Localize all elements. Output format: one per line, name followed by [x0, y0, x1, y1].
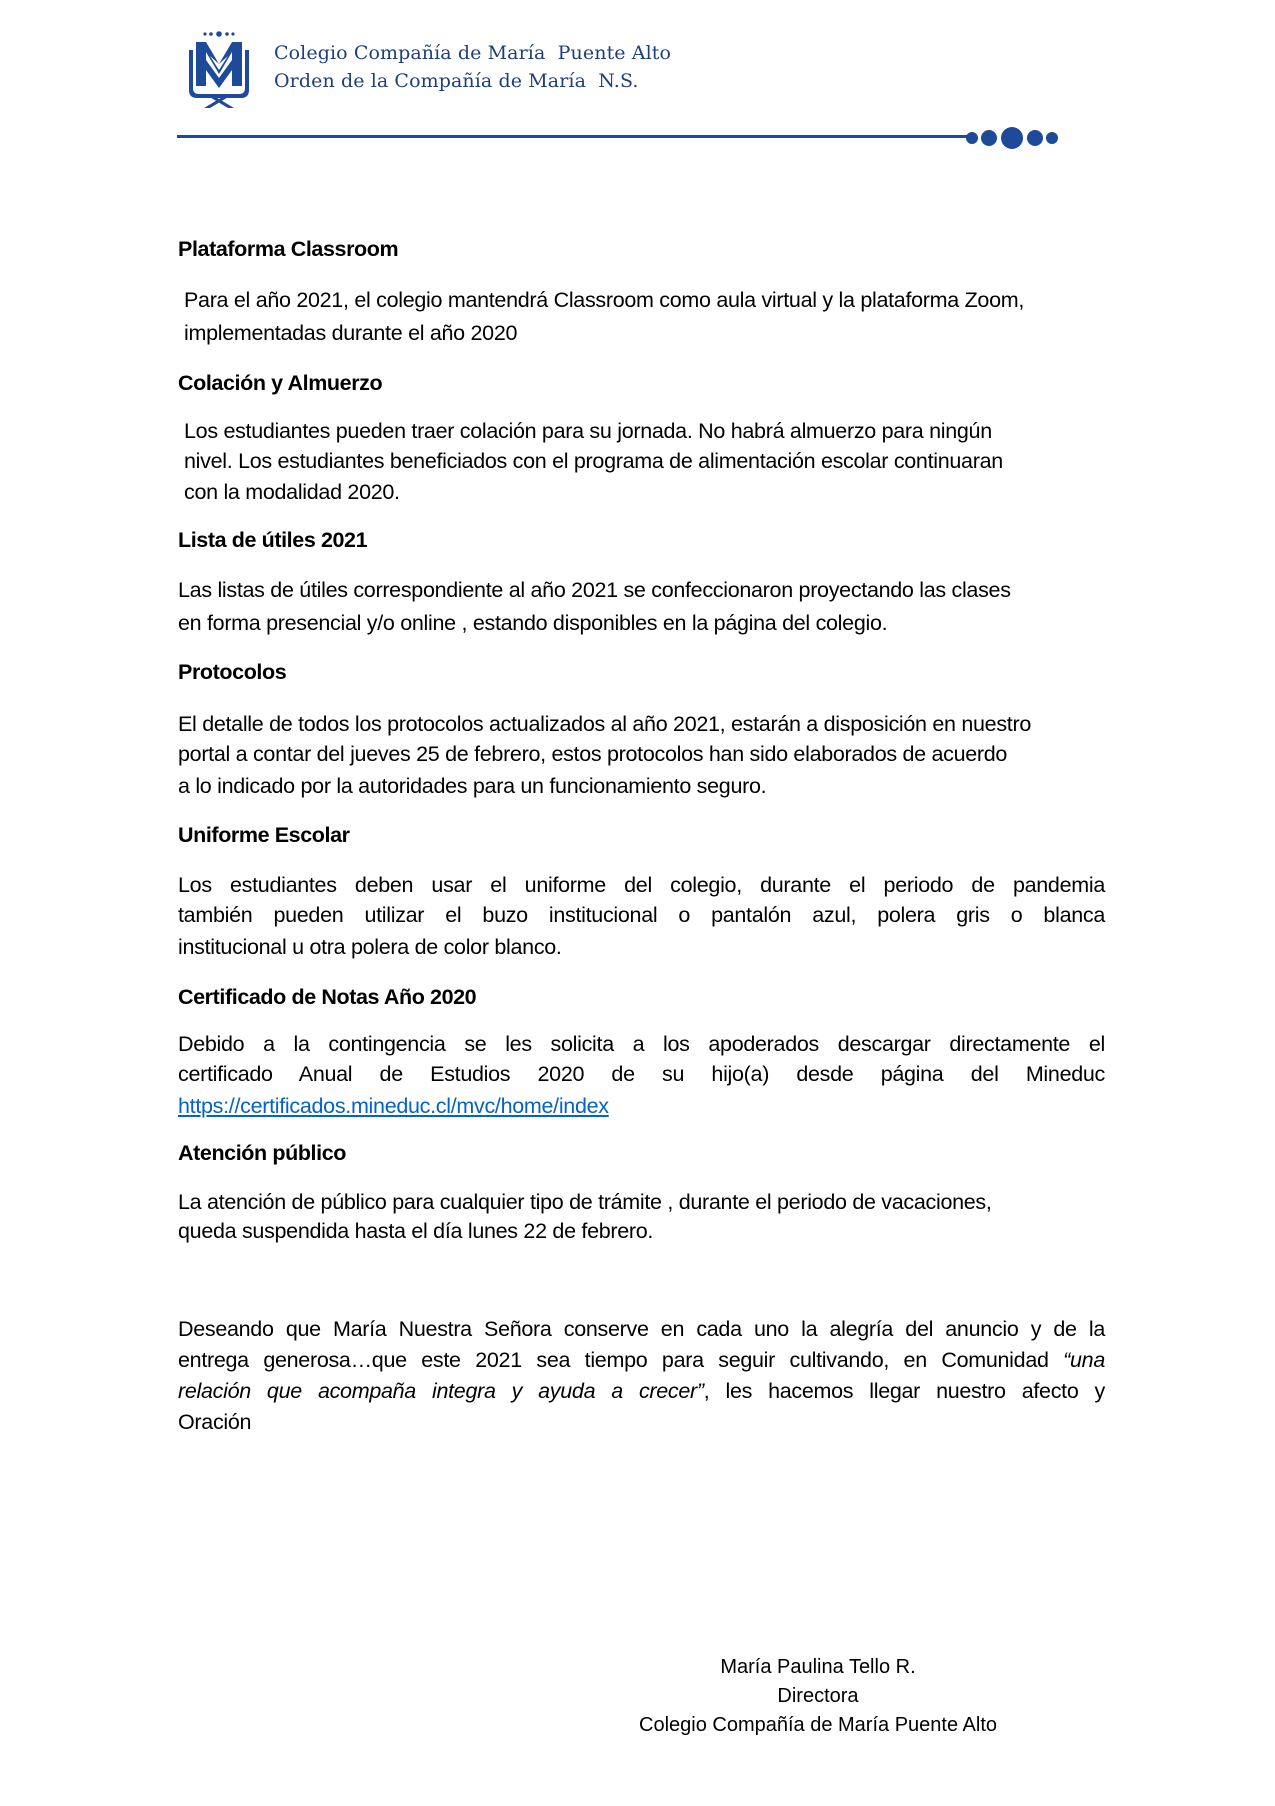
mineduc-certificate-link[interactable]: https://certificados.mineduc.cl/mvc/home/index [178, 1094, 609, 1118]
closing-quote: relación que acompaña integra y ayuda a crecer” [178, 1379, 704, 1403]
section-text-line: implementadas durante el año 2020 [184, 321, 518, 345]
section-text-line: Los estudiantes deben usar el uniforme del colegio, durante el periodo de pandemia [178, 873, 1105, 897]
header-dots-ornament-icon [966, 124, 1066, 152]
section-heading-classroom: Plataforma Classroom [178, 237, 399, 261]
closing-line: Deseando que María Nuestra Señora conserve en cada uno la alegría del anuncio y de la [178, 1317, 1105, 1341]
section-text-line: institucional u otra polera de color blanco. [178, 935, 562, 959]
closing-text: , les hacemos llegar nuestro afecto y [703, 1379, 1105, 1403]
school-crest-logo-icon [186, 30, 252, 108]
section-text-line: en forma presencial y/o online , estando disponibles en la página del colegio. [178, 611, 888, 635]
section-text-line: nivel. Los estudiantes beneficiados con el programa de alimentación escolar continuaran [184, 449, 1003, 473]
signature-title: Directora [777, 1685, 859, 1707]
closing-line: Oración [178, 1410, 252, 1434]
section-heading-colacion: Colación y Almuerzo [178, 371, 383, 395]
section-heading-atencion: Atención público [178, 1141, 346, 1165]
section-text-line: a lo indicado por la autoridades para un funcionamiento seguro. [178, 774, 767, 798]
link-line [178, 1093, 1105, 1119]
header-school-name: Colegio Compañía de María Puente Alto [274, 42, 672, 64]
closing-line [178, 1347, 1105, 1373]
section-text-line: Para el año 2021, el colegio mantendrá Classroom como aula virtual y la plataforma Zoom, [184, 288, 1025, 312]
section-text-line: portal a contar del jueves 25 de febrero, estos protocolos han sido elaborados de acuerdo [178, 742, 1008, 766]
section-text-line: certificado Anual de Estudios 2020 de su hijo(a) desde página del Mineduc [178, 1062, 1105, 1086]
section-text-line: con la modalidad 2020. [184, 480, 400, 504]
closing-text: entrega generosa…que este 2021 sea tiempo para seguir cultivando, en Comunidad [178, 1348, 1064, 1372]
section-text-line: también pueden utilizar el buzo institucional o pantalón azul, polera gris o blanca [178, 903, 1105, 927]
section-text-line: El detalle de todos los protocolos actualizados al año 2021, estarán a disposición en nuestro [178, 712, 1031, 736]
signature-name: María Paulina Tello R. [720, 1656, 916, 1678]
signature-institution: Colegio Compañía de María Puente Alto [639, 1714, 997, 1736]
section-text-line: Las listas de útiles correspondiente al año 2021 se confeccionaron proyectando las clases [178, 578, 1011, 602]
header-order-name: Orden de la Compañía de María N.S. [274, 70, 639, 92]
section-heading-utiles: Lista de útiles 2021 [178, 528, 368, 552]
closing-line [178, 1378, 1105, 1404]
closing-quote: “una [1063, 1348, 1105, 1372]
section-heading-certificado: Certificado de Notas Año 2020 [178, 985, 477, 1009]
section-heading-protocolos: Protocolos [178, 660, 287, 684]
section-text-line: queda suspendida hasta el día lunes 22 de febrero. [178, 1219, 654, 1243]
header-divider [177, 135, 972, 138]
section-text-line: Debido a la contingencia se les solicita a los apoderados descargar directamente el [178, 1032, 1105, 1056]
section-text-line: Los estudiantes pueden traer colación para su jornada. No habrá almuerzo para ningún [184, 419, 992, 443]
section-heading-uniforme: Uniforme Escolar [178, 823, 350, 847]
section-text-line: La atención de público para cualquier tipo de trámite , durante el periodo de vacaciones, [178, 1190, 992, 1214]
